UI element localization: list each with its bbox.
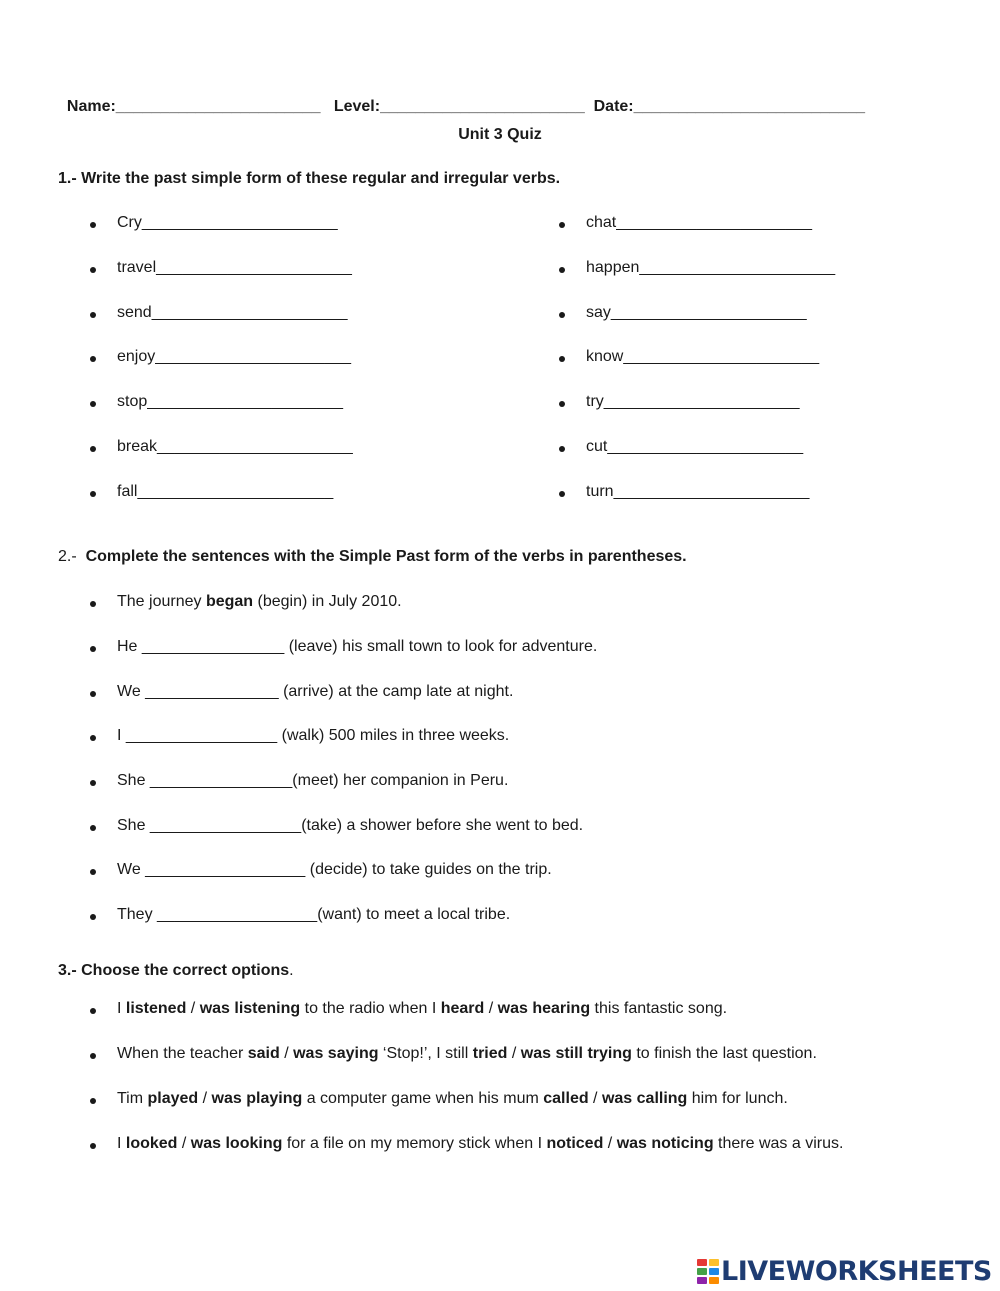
sentence-text: this fantastic song. xyxy=(590,1000,728,1017)
bullet-icon xyxy=(90,825,96,831)
option-sentence xyxy=(117,1135,843,1153)
logo-square xyxy=(709,1268,719,1275)
sentence-text: for a file on my memory stick when I xyxy=(282,1135,547,1152)
logo-square xyxy=(709,1277,719,1284)
bullet-icon xyxy=(90,1008,96,1014)
section2-number: 2.- xyxy=(58,548,77,565)
option-choice[interactable]: was noticing xyxy=(616,1135,714,1152)
example-pre: The journey xyxy=(117,593,206,610)
option-choice[interactable]: was calling xyxy=(601,1090,688,1107)
option-sentence xyxy=(117,1000,727,1018)
logo-text: LIVEWORKSHEETS xyxy=(721,1255,992,1287)
option-choice[interactable]: called xyxy=(543,1090,589,1107)
sentence-text: to the radio when I xyxy=(300,1000,441,1017)
bullet-icon xyxy=(90,267,96,273)
bullet-icon xyxy=(559,267,565,273)
sentence-text: him for lunch. xyxy=(687,1090,788,1107)
bullet-icon xyxy=(90,446,96,452)
bullet-icon xyxy=(90,601,96,607)
option-choice[interactable]: was playing xyxy=(211,1090,303,1107)
verb-item[interactable]: enjoy______________________ xyxy=(117,348,352,365)
sentence-item[interactable]: He ________________ (leave) his small town to look for adventure. xyxy=(117,638,598,655)
logo-square xyxy=(697,1277,707,1284)
bullet-icon xyxy=(90,914,96,920)
name-blank[interactable]: _______________________ xyxy=(115,98,321,115)
sentence-text: When the teacher xyxy=(117,1045,248,1062)
bullet-icon xyxy=(90,869,96,875)
verb-item[interactable]: turn______________________ xyxy=(586,483,810,500)
example-post: (begin) in July 2010. xyxy=(253,593,402,610)
verb-item[interactable]: try______________________ xyxy=(586,393,800,410)
section2-heading-text: Complete the sentences with the Simple Past form of the verbs in parentheses. xyxy=(85,548,687,565)
sentence-text: I xyxy=(117,1135,126,1152)
option-choice[interactable]: was looking xyxy=(190,1135,283,1152)
bullet-icon xyxy=(90,1053,96,1059)
verb-item[interactable]: know______________________ xyxy=(586,348,820,365)
sentence-text: / xyxy=(198,1090,212,1107)
option-choice[interactable]: tried xyxy=(472,1045,508,1062)
bullet-icon xyxy=(90,735,96,741)
sentence-text: / xyxy=(588,1090,602,1107)
bullet-icon xyxy=(90,491,96,497)
option-choice[interactable]: was hearing xyxy=(497,1000,591,1017)
page-title: Unit 3 Quiz xyxy=(458,126,542,143)
section3-heading xyxy=(58,962,294,980)
logo-square xyxy=(709,1259,719,1266)
bullet-icon xyxy=(90,312,96,318)
sentence-item[interactable]: I _________________ (walk) 500 miles in three weeks. xyxy=(117,727,510,744)
logo-square xyxy=(697,1268,707,1275)
liveworksheets-logo xyxy=(697,1255,992,1287)
option-choice[interactable]: noticed xyxy=(546,1135,604,1152)
sentence-text: / xyxy=(507,1045,521,1062)
section1-heading: 1.- Write the past simple form of these regular and irregular verbs. xyxy=(58,170,561,187)
option-choice[interactable]: looked xyxy=(125,1135,178,1152)
level-blank[interactable]: _______________________ xyxy=(380,98,585,115)
option-choice[interactable]: listened xyxy=(125,1000,187,1017)
date-label: Date: xyxy=(593,98,634,115)
option-choice[interactable]: played xyxy=(147,1090,199,1107)
sentence-text: / xyxy=(603,1135,617,1152)
sentence-text: there was a virus. xyxy=(713,1135,844,1152)
section2-heading xyxy=(58,548,687,566)
option-choice[interactable]: was saying xyxy=(293,1045,379,1062)
verb-item[interactable]: cut______________________ xyxy=(586,438,804,455)
bullet-icon xyxy=(559,446,565,452)
example-answer: began xyxy=(205,593,254,610)
bullet-icon xyxy=(559,491,565,497)
sentence-text: Tim xyxy=(117,1090,148,1107)
level-label: Level: xyxy=(333,98,381,115)
sentence-text: I xyxy=(117,1000,126,1017)
bullet-icon xyxy=(559,356,565,362)
verb-item[interactable]: fall______________________ xyxy=(117,483,334,500)
section3-heading-text: 3.- Choose the correct options xyxy=(58,962,290,979)
sentence-text: ‘Stop!’, I still xyxy=(378,1045,473,1062)
sentence-text: / xyxy=(186,1000,200,1017)
sentence-text: / xyxy=(177,1135,191,1152)
sentence-item[interactable]: They __________________(want) to meet a local tribe. xyxy=(117,906,511,923)
name-label: Name: xyxy=(66,98,116,115)
option-sentence xyxy=(117,1090,788,1108)
sentence-text: / xyxy=(484,1000,498,1017)
sentence-item[interactable]: We _______________ (arrive) at the camp late at night. xyxy=(117,683,514,700)
verb-item[interactable]: travel______________________ xyxy=(117,259,352,276)
option-sentence xyxy=(117,1045,817,1063)
verb-item[interactable]: say______________________ xyxy=(586,304,807,321)
bullet-icon xyxy=(559,222,565,228)
logo-grid-icon xyxy=(697,1259,719,1284)
sentence-text: a computer game when his mum xyxy=(302,1090,544,1107)
bullet-icon xyxy=(90,222,96,228)
sentence-item[interactable]: She ________________(meet) her companion in Peru. xyxy=(117,772,509,789)
sentence-text: to finish the last question. xyxy=(631,1045,817,1062)
bullet-icon xyxy=(90,691,96,697)
option-choice[interactable]: was still trying xyxy=(520,1045,632,1062)
bullet-icon xyxy=(559,312,565,318)
sentence-text: / xyxy=(279,1045,294,1062)
verb-item[interactable]: break______________________ xyxy=(117,438,353,455)
verb-item[interactable]: stop______________________ xyxy=(117,393,344,410)
option-choice[interactable]: was listening xyxy=(199,1000,301,1017)
sentence-item[interactable]: We __________________ (decide) to take guides on the trip. xyxy=(117,861,552,878)
verb-item[interactable]: send______________________ xyxy=(117,304,348,321)
bullet-icon xyxy=(90,1143,96,1149)
option-choice[interactable]: heard xyxy=(440,1000,485,1017)
logo-square xyxy=(697,1259,707,1266)
section3-heading-end: . xyxy=(289,962,294,979)
section2-example xyxy=(117,593,402,611)
option-choice[interactable]: said xyxy=(247,1045,280,1062)
verb-item[interactable]: chat______________________ xyxy=(586,214,813,231)
sentence-item[interactable]: She _________________(take) a shower before she went to bed. xyxy=(117,817,584,834)
bullet-icon xyxy=(90,356,96,362)
header-row xyxy=(58,80,865,116)
bullet-icon xyxy=(90,401,96,407)
date-blank[interactable]: __________________________ xyxy=(633,98,865,115)
bullet-icon xyxy=(559,401,565,407)
bullet-icon xyxy=(90,1098,96,1104)
bullet-icon xyxy=(90,646,96,652)
verb-item[interactable]: Cry______________________ xyxy=(117,214,338,231)
verb-item[interactable]: happen______________________ xyxy=(586,259,836,276)
bullet-icon xyxy=(90,780,96,786)
